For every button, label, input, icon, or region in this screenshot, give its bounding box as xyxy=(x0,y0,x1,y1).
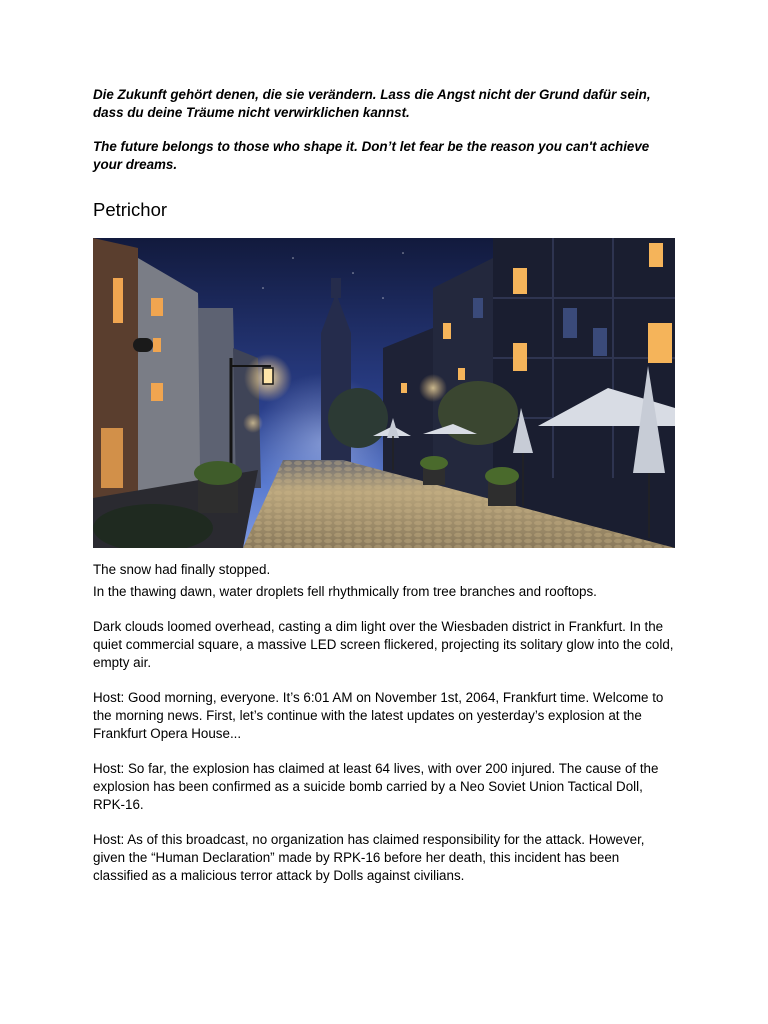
paragraph: Dark clouds loomed overhead, casting a dim light over the Wiesbaden district in Frankfurt. In the quiet commercial square, a massive LED screen flickered, projecting its solitary glow into the cold, empty air. xyxy=(93,619,674,670)
paragraph: Host: Good morning, everyone. It’s 6:01 AM on November 1st, 2064, Frankfurt time. Welcome to the morning news. First, let’s continue with the latest updates on yesterday’s explosion at the Frankfurt Opera House... xyxy=(93,690,664,741)
paragraph: Host: As of this broadcast, no organization has claimed responsibility for the attack. However, given the “Human Declaration” made by RPK-16 before her death, this incident has been classified as a malicious terror attack by Dolls against civilians. xyxy=(93,832,645,883)
english-quote: The future belongs to those who shape it. Don’t let fear be the reason you can't achieve your dreams. xyxy=(93,139,650,172)
document-page xyxy=(93,86,678,885)
night-street-illustration xyxy=(93,238,675,548)
story-title: Petrichor xyxy=(93,199,168,220)
hanging-shop-sign xyxy=(133,338,153,352)
paragraph: Host: So far, the explosion has claimed at least 64 lives, with over 200 injured. The cause of the explosion has been confirmed as a suicide bomb carried by a Neo Soviet Union Tactical Doll, RPK-16. xyxy=(93,761,659,812)
paragraph: In the thawing dawn, water droplets fell rhythmically from tree branches and rooftops. xyxy=(93,584,597,599)
paragraph: The snow had finally stopped. xyxy=(93,562,271,577)
german-quote: Die Zukunft gehört denen, die sie verändern. Lass die Angst nicht der Grund dafür sein, dass du deine Träume nicht verwirklichen kannst. xyxy=(93,87,651,120)
